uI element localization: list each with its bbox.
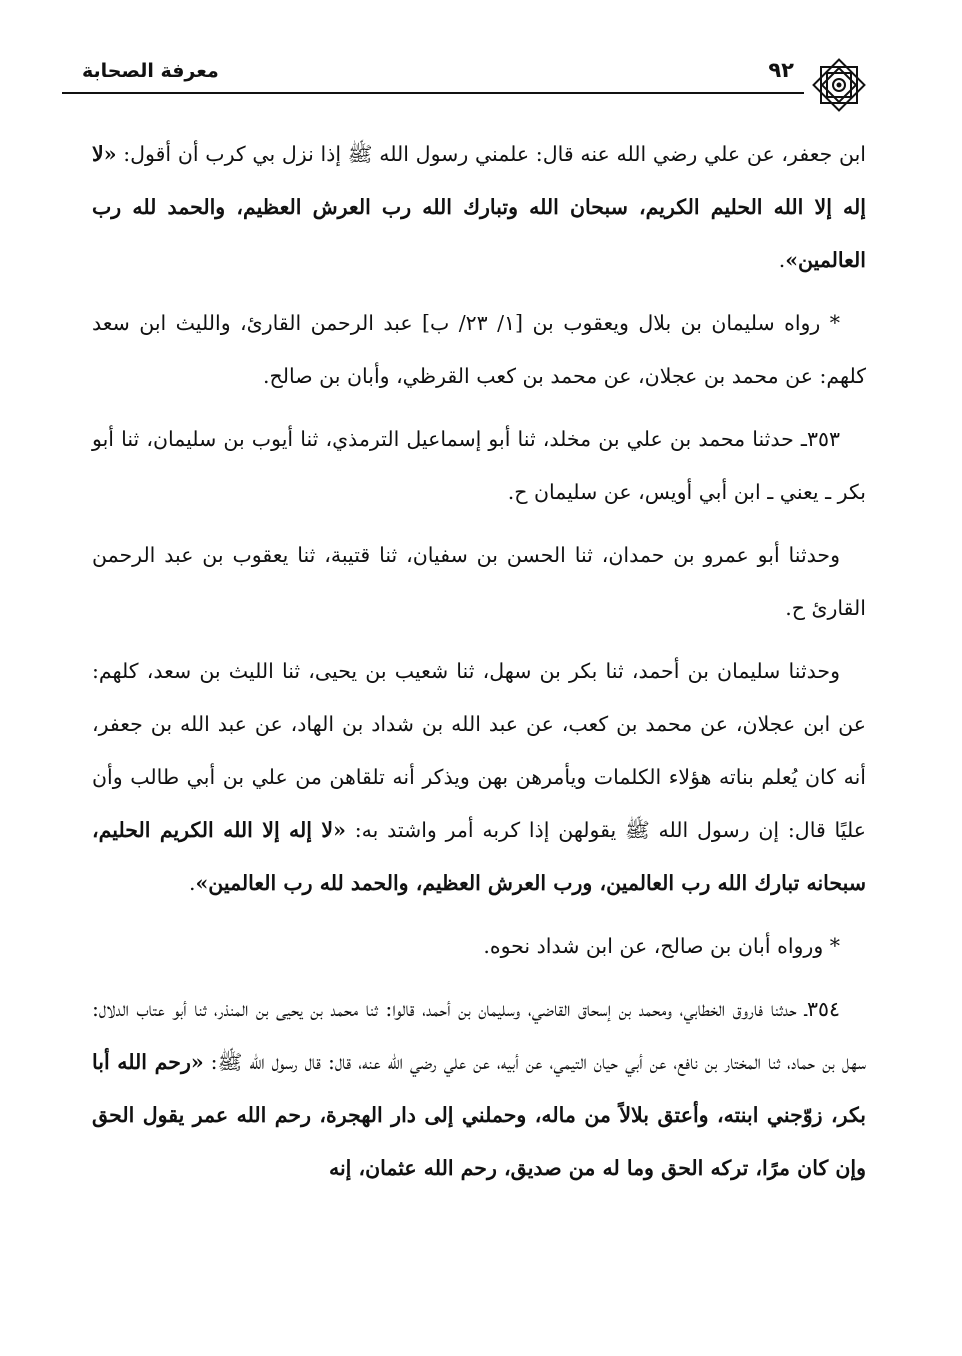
hadith-quote: «لا إله إلا الله الحليم الكريم، سبحان الله وتبارك الله رب العرش العظيم، والحمد لله رب العالمين»	[92, 142, 866, 272]
paragraph-text: وحدثنا سليمان بن أحمد، ثنا بكر بن سهل، ثنا شعيب بن يحيى، ثنا الليث بن سعد، كلهم: عن ابن عجلان، عن محمد بن كعب، عن عبد الله بن شداد بن الهاد، عن عبد الله بن جعفر، أنه كان يُعلم بناته هؤلاء الكلمات ويأمرهن بهن ويذكر أنه تلقاهن من علي بن أبي طالب وأن عليًا قال: إن رسول الله ﷺ يقولهن إذا كربه أمر واشتد به:	[92, 659, 866, 842]
paragraph-text: ابن جعفر، عن علي رضي الله عنه قال: علمني رسول الله ﷺ إذا نزل بي كرب أن أقول:	[116, 142, 866, 166]
page-header	[62, 56, 864, 106]
paragraph-text: * رواه سليمان بن بلال ويعقوب بن [١/ ٢٣/ ب] عبد الرحمن القارئ، والليث ابن سعد كلهم: عن محمد بن عجلان، عن محمد بن كعب القرظي، وأبان بن صالح.	[92, 311, 866, 388]
paragraph-p7	[92, 983, 866, 1195]
paragraph-text: ٣٥٤ـ حدثنا فاروق الخطابي، ومحمد بن إسحاق القاضي، وسليمان بن أحمد، قالوا: ثنا محمد بن يحيى بن المنذر، ثنا أبو عتاب الدلال: سهل بن حماد، ثنا المختار بن نافع، عن أبي حيان التيمي، عن أبيه، عن علي رضي الله عنه، قال: قال رسول الله ﷺ:	[92, 997, 866, 1074]
paragraph-p3	[92, 413, 866, 519]
paragraph-text: * ورواه أبان بن صالح، عن ابن شداد نحوه.	[483, 934, 840, 958]
paragraph-p5	[92, 645, 866, 910]
page-body	[92, 128, 866, 1205]
paragraph-p6	[92, 920, 866, 973]
running-title: معرفة الصحابة	[82, 60, 219, 82]
paragraph-text: ٣٥٣ـ حدثنا محمد بن علي بن مخلد، ثنا أبو إسماعيل الترمذي، ثنا أيوب بن سليمان، ثنا أبو بكر ـ يعني ـ ابن أبي أويس، عن سليمان ح.	[92, 427, 866, 504]
header-rule	[62, 92, 804, 94]
paragraph-p4	[92, 529, 866, 635]
paragraph-text: .	[778, 248, 786, 272]
page-number: ٩٢	[768, 58, 794, 82]
hadith-quote: «رحم الله أبا بكر، زوّجني ابنته، وأعتق بلالاً من ماله، وحملني إلى دار الهجرة، رحم الله عمر يقول الحق وإن كان مرًا، تركه الحق وما له من صديق، رحم الله عثمان، إنه	[92, 1050, 866, 1180]
paragraph-text: وحدثنا أبو عمرو بن حمدان، ثنا الحسن بن سفيان، ثنا قتيبة، ثنا يعقوب بن عبد الرحمن القارئ ح.	[92, 543, 866, 620]
paragraph-text: .	[188, 871, 196, 895]
hadith-quote: «لا إله إلا الله الكريم الحليم، سبحانه تبارك الله رب العالمين، ورب العرش العظيم، والحمد لله رب العالمين»	[92, 818, 866, 895]
eight-point-star-ornament-icon	[808, 54, 870, 116]
paragraph-p2	[92, 297, 866, 403]
paragraph-p1	[92, 128, 866, 287]
